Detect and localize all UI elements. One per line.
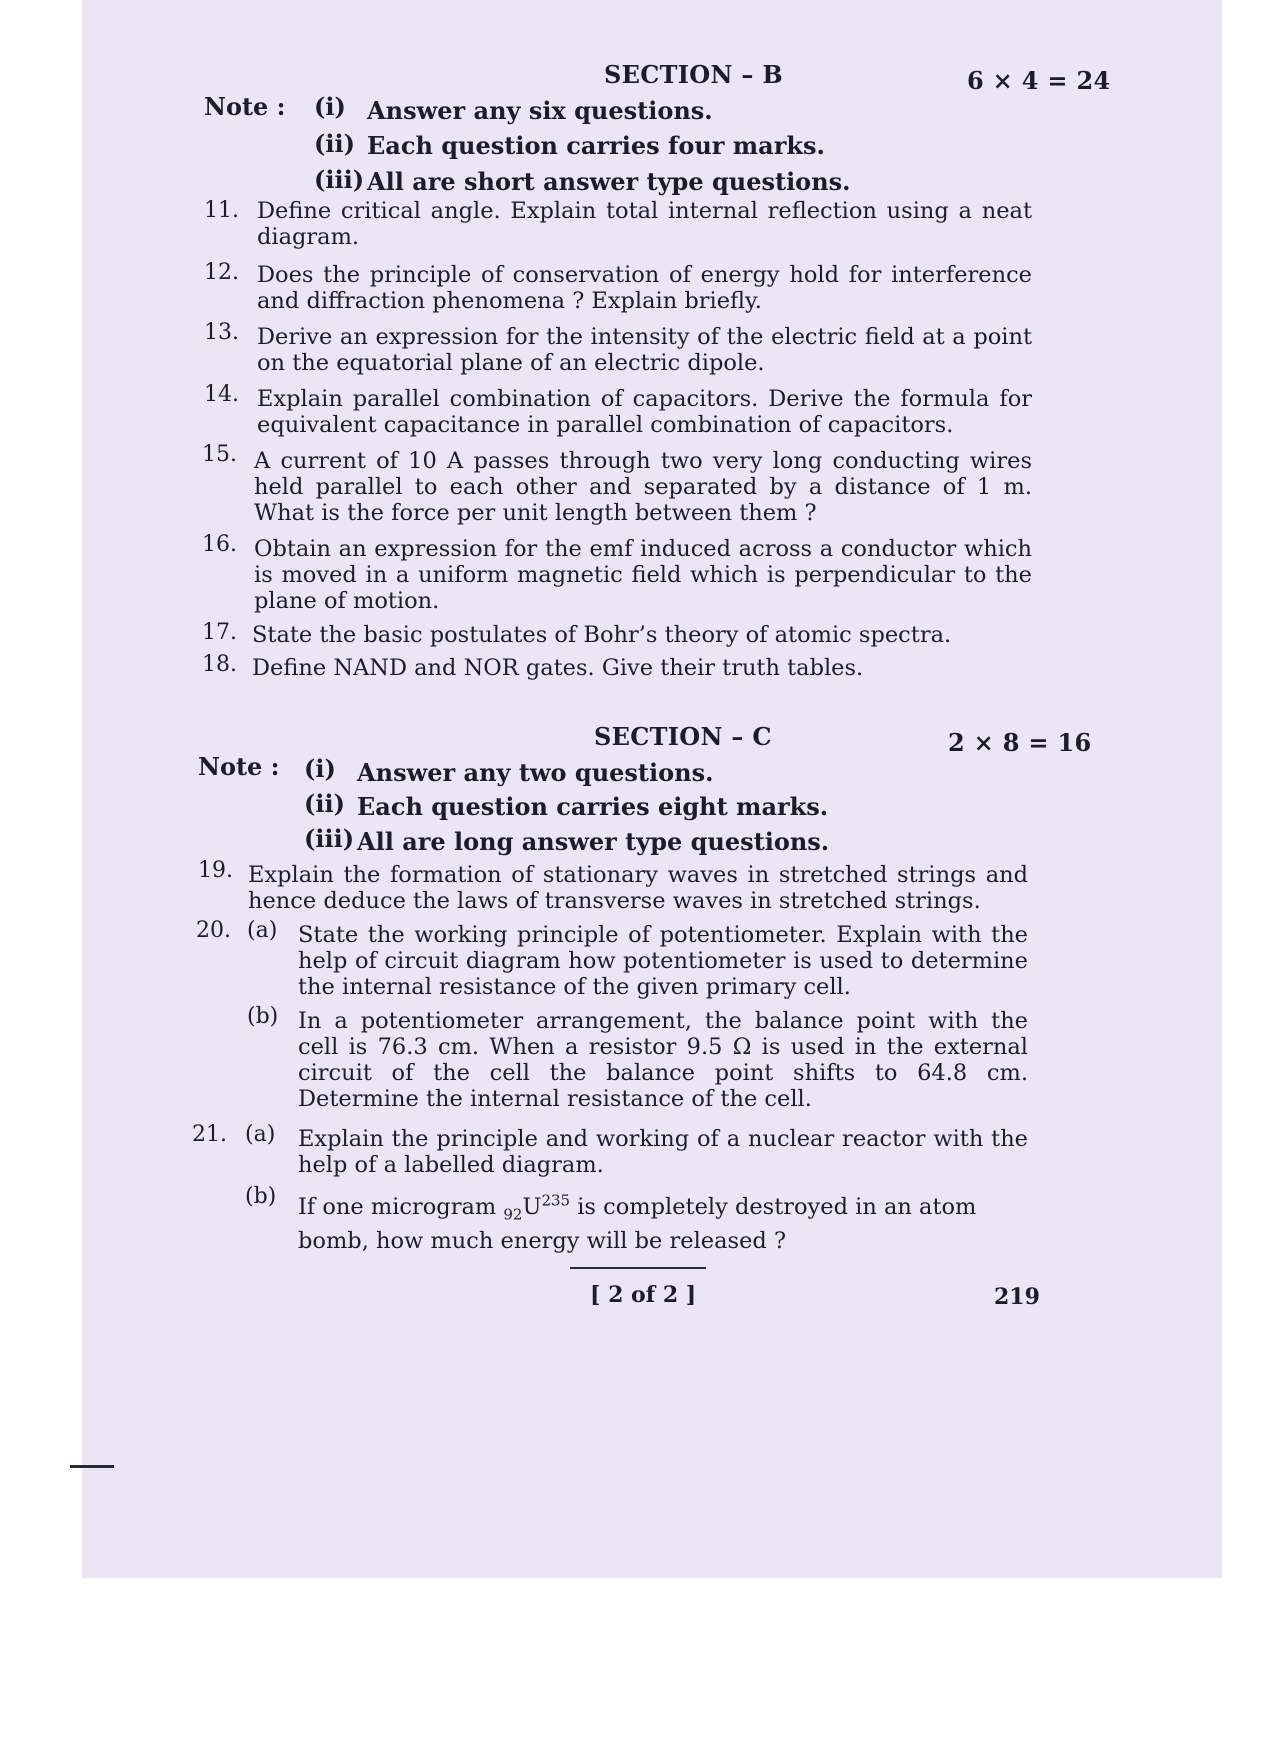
note-b-2-num: (ii) <box>314 129 355 158</box>
section-c-title: SECTION – C <box>594 722 772 751</box>
q19-num: 19. <box>198 858 233 883</box>
note-c-1-num: (i) <box>304 754 336 783</box>
section-c-marks: 2 × 8 = 16 <box>948 728 1092 757</box>
note-b-1-text: Answer any six questions. <box>367 96 713 125</box>
q11-num: 11. <box>204 198 239 223</box>
section-b-marks: 6 × 4 = 24 <box>967 66 1111 95</box>
q18-text: Define NAND and NOR gates. Give their truth tables. <box>252 655 864 681</box>
exam-paper-page <box>82 0 1222 1578</box>
q11-text: Define critical angle. Explain total internal reflection using a neat diagram. <box>257 198 1032 250</box>
section-b-note-label: Note : <box>204 92 286 121</box>
q20a-label: (a) <box>247 918 278 943</box>
q21a-label: (a) <box>245 1122 276 1147</box>
q15-num: 15. <box>202 442 237 467</box>
note-c-2-num: (ii) <box>304 789 345 818</box>
q21b-text-before: If one microgram <box>298 1194 497 1220</box>
note-b-2-text: Each question carries four marks. <box>367 131 825 160</box>
q14-num: 14. <box>204 382 239 407</box>
page-indicator: [ 2 of 2 ] <box>590 1282 697 1308</box>
q21b-label: (b) <box>245 1184 277 1209</box>
q21a-text: Explain the principle and working of a nuclear reactor with the help of a labelled diagram. <box>298 1126 1028 1178</box>
q20-num: 20. <box>196 918 231 943</box>
q21b-text-after: is completely destroyed in an atom bomb, how much energy will be released ? <box>298 1194 977 1254</box>
q13-num: 13. <box>204 320 239 345</box>
paper-code: 219 <box>994 1284 1040 1310</box>
end-rule <box>570 1267 706 1269</box>
q20a-text: State the working principle of potentiometer. Explain with the help of circuit diagram how potentiometer is used to determine the internal resistance of the given primary cell. <box>298 922 1028 1000</box>
q21b-atomic-number: 92 <box>503 1205 523 1224</box>
q17-num: 17. <box>202 620 237 645</box>
q14-text: Explain parallel combination of capacitors. Derive the formula for equivalent capacitance in parallel combination of capacitors. <box>257 386 1032 438</box>
q21-num: 21. <box>192 1122 227 1147</box>
note-c-3-text: All are long answer type questions. <box>357 827 830 856</box>
note-c-3-num: (iii) <box>304 824 355 853</box>
q13-text: Derive an expression for the intensity of the electric field at a point on the equatorial plane of an electric dipole. <box>257 324 1032 376</box>
note-b-1-num: (i) <box>314 92 346 121</box>
q20b-label: (b) <box>247 1004 279 1029</box>
q15-text: A current of 10 A passes through two very long conducting wires held parallel to each other and separated by a distance of 1 m. What is the force per unit length between them ? <box>254 448 1032 526</box>
q20b-text: In a potentiometer arrangement, the balance point with the cell is 76.3 cm. When a resistor 9.5 Ω is used in the external circuit of the cell the balance point shifts to 64.8 cm. Determine the internal resistance of the cell. <box>298 1008 1028 1112</box>
q18-num: 18. <box>202 652 237 677</box>
note-c-1-text: Answer any two questions. <box>357 758 714 787</box>
q19-text: Explain the formation of stationary waves in stretched strings and hence deduce the laws of transverse waves in stretched strings. <box>248 862 1028 914</box>
q16-text: Obtain an expression for the emf induced across a conductor which is moved in a uniform magnetic field which is perpendicular to the plane of motion. <box>254 536 1032 614</box>
note-b-3-text: All are short answer type questions. <box>367 167 851 196</box>
margin-mark <box>70 1465 114 1468</box>
q21b-symbol: U <box>522 1194 542 1220</box>
section-b-title: SECTION – B <box>604 60 783 89</box>
note-b-3-num: (iii) <box>314 165 365 194</box>
q12-text: Does the principle of conservation of energy hold for interference and diffraction phenomena ? Explain briefly. <box>257 262 1032 314</box>
q17-text: State the basic postulates of Bohr’s theory of atomic spectra. <box>252 622 952 648</box>
section-c-note-label: Note : <box>198 752 280 781</box>
q16-num: 16. <box>202 532 237 557</box>
q21b-mass-number: 235 <box>541 1191 571 1210</box>
q12-num: 12. <box>204 260 239 285</box>
q21b-text <box>298 1190 1028 1258</box>
note-c-2-text: Each question carries eight marks. <box>357 792 829 821</box>
